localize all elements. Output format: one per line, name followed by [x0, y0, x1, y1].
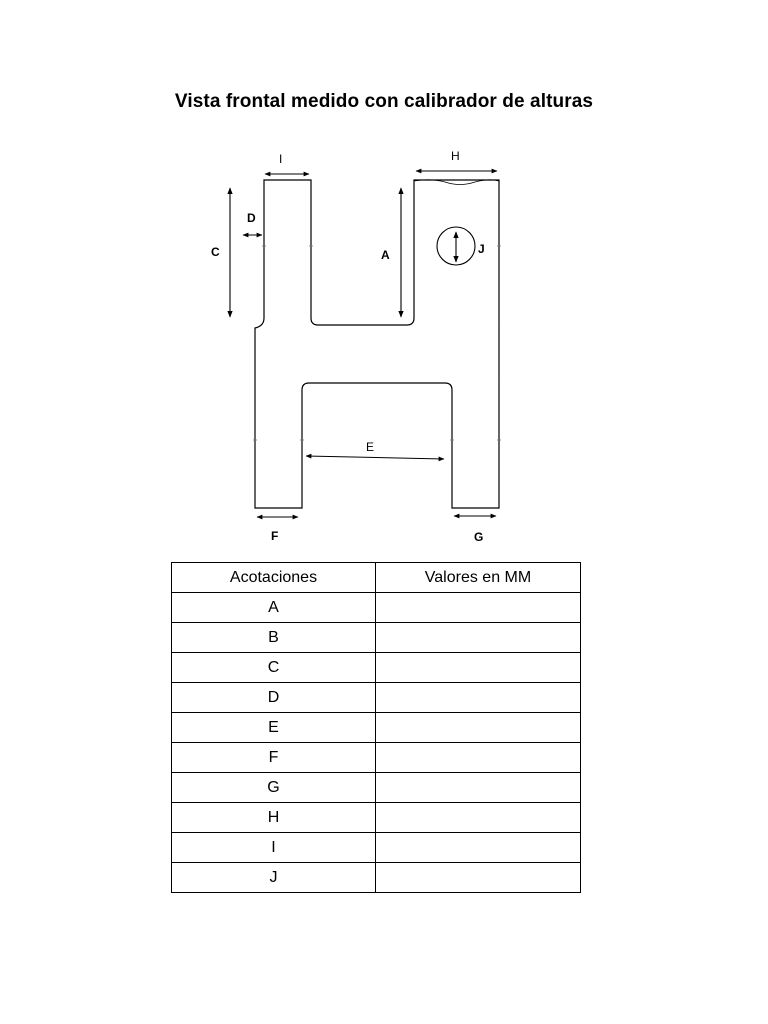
dim-label-g: G — [474, 530, 484, 544]
dimensions-table — [171, 562, 581, 893]
dimension-label-cell: J — [172, 863, 376, 893]
table-row — [172, 683, 581, 713]
dim-label-f: F — [271, 529, 279, 543]
dimension-value-cell[interactable] — [376, 803, 581, 833]
dim-label-d: D — [247, 211, 256, 225]
page-title: Vista frontal medido con calibrador de alturas — [174, 91, 594, 112]
dim-label-j: J — [478, 242, 485, 256]
dimension-label-cell: C — [172, 653, 376, 683]
dimension-label-cell: F — [172, 743, 376, 773]
dim-arrow-e — [306, 456, 444, 459]
dim-label-h: H — [451, 149, 460, 163]
dimension-value-cell[interactable] — [376, 683, 581, 713]
dimension-value-cell[interactable] — [376, 623, 581, 653]
dimension-label-cell: I — [172, 833, 376, 863]
table-row — [172, 743, 581, 773]
dimension-label-cell: G — [172, 773, 376, 803]
dimension-label-cell: B — [172, 623, 376, 653]
edge-ticks — [253, 246, 501, 440]
dimension-value-cell[interactable] — [376, 743, 581, 773]
header-acotaciones: Acotaciones — [172, 563, 376, 593]
dimension-label-cell: E — [172, 713, 376, 743]
table-header-row — [172, 563, 581, 593]
table-row — [172, 863, 581, 893]
table-row — [172, 623, 581, 653]
dimension-value-cell[interactable] — [376, 833, 581, 863]
table-row — [172, 833, 581, 863]
table-body — [172, 593, 581, 893]
table-row — [172, 593, 581, 623]
dim-label-c: C — [211, 245, 220, 259]
dimension-value-cell[interactable] — [376, 713, 581, 743]
header-valores: Valores en MM — [376, 563, 581, 593]
dimension-label-cell: A — [172, 593, 376, 623]
table-row — [172, 773, 581, 803]
dimension-value-cell[interactable] — [376, 863, 581, 893]
dimension-value-cell[interactable] — [376, 653, 581, 683]
dim-label-e: E — [366, 440, 375, 454]
table-row — [172, 713, 581, 743]
part-outline — [255, 180, 499, 508]
dimension-label-cell: H — [172, 803, 376, 833]
table-row — [172, 803, 581, 833]
dimension-value-cell[interactable] — [376, 593, 581, 623]
dimension-value-cell[interactable] — [376, 773, 581, 803]
table-row — [172, 653, 581, 683]
dim-label-i: I — [279, 152, 283, 166]
dim-label-a: A — [381, 248, 390, 262]
dimension-label-cell: D — [172, 683, 376, 713]
